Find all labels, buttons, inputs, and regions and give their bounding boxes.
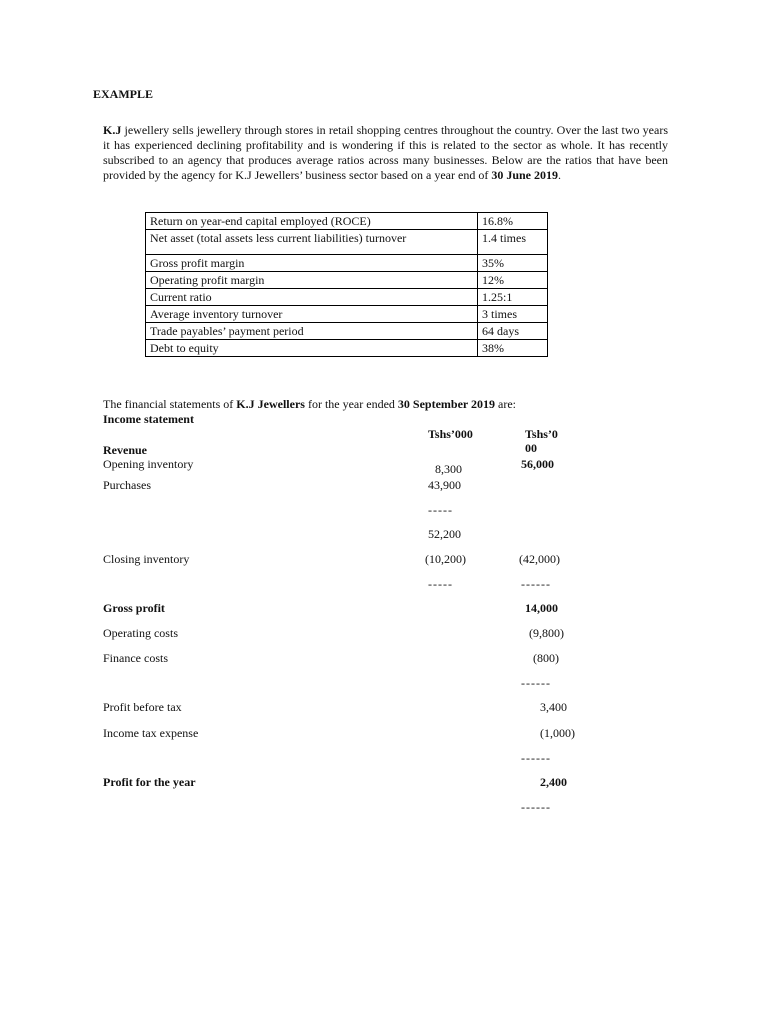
separator-line: ------ xyxy=(521,800,551,814)
profit-for-year-label: Profit for the year xyxy=(103,775,196,789)
statement-title: Income statement xyxy=(103,412,194,426)
income-tax-label: Income tax expense xyxy=(103,726,199,740)
statement-intro-text: for the year ended xyxy=(304,397,398,411)
ratio-value: 16.8% xyxy=(478,213,548,230)
finance-costs-label: Finance costs xyxy=(103,651,168,665)
ratio-row xyxy=(146,340,548,357)
statement-company: K.J Jewellers xyxy=(236,397,305,411)
separator-line: ------ xyxy=(521,577,551,591)
finance-costs-value: (800) xyxy=(533,651,559,665)
ratio-row xyxy=(146,272,548,289)
page-heading: EXAMPLE xyxy=(93,87,153,101)
closing-inventory-label: Closing inventory xyxy=(103,552,190,566)
gross-profit-label: Gross profit xyxy=(103,601,165,615)
operating-costs-label: Operating costs xyxy=(103,626,178,640)
gross-profit-value: 14,000 xyxy=(525,601,558,615)
ratio-label: Operating profit margin xyxy=(146,272,478,289)
ratio-label: Current ratio xyxy=(146,289,478,306)
ratio-label: Trade payables’ payment period xyxy=(146,323,478,340)
ratio-row xyxy=(146,230,548,255)
income-tax-value: (1,000) xyxy=(540,726,575,740)
intro-paragraph xyxy=(103,123,668,183)
ratio-row xyxy=(146,255,548,272)
purchases-value: 43,900 xyxy=(428,478,461,492)
operating-costs-value: (9,800) xyxy=(529,626,564,640)
separator-line: ----- xyxy=(428,503,453,517)
separator-line: ------ xyxy=(521,751,551,765)
ratio-value: 1.25:1 xyxy=(478,289,548,306)
ratio-value: 35% xyxy=(478,255,548,272)
statement-intro-text: are: xyxy=(495,397,516,411)
statement-intro xyxy=(103,397,516,412)
ratio-label: Net asset (total assets less current liabilities) turnover xyxy=(146,230,478,255)
closing-inventory-value-1: (10,200) xyxy=(425,552,466,566)
opening-inventory-value: 8,300 xyxy=(435,462,462,476)
profit-for-year-value: 2,400 xyxy=(540,775,567,789)
ratio-label: Debt to equity xyxy=(146,340,478,357)
intro-company: K.J xyxy=(103,123,122,137)
statement-intro-text: The financial statements of xyxy=(103,397,237,411)
ratio-value: 1.4 times xyxy=(478,230,548,255)
purchases-label: Purchases xyxy=(103,478,151,492)
separator-line: ------ xyxy=(521,676,551,690)
ratio-value: 12% xyxy=(478,272,548,289)
closing-inventory-value-2: (42,000) xyxy=(519,552,560,566)
ratio-row xyxy=(146,289,548,306)
ratio-row xyxy=(146,213,548,230)
column-header-2: Tshs’0 xyxy=(525,427,558,441)
ratio-value: 3 times xyxy=(478,306,548,323)
intro-date: 30 June 2019 xyxy=(491,168,559,182)
ratio-row xyxy=(146,323,548,340)
profit-before-tax-value: 3,400 xyxy=(540,700,567,714)
ratios-table xyxy=(145,212,548,357)
ratio-value: 38% xyxy=(478,340,548,357)
column-header-2-cont: 00 xyxy=(525,441,537,455)
statement-date: 30 September 2019 xyxy=(397,397,496,411)
ratio-row xyxy=(146,306,548,323)
column-header-1: Tshs’000 xyxy=(428,427,473,441)
intro-end: . xyxy=(558,168,562,182)
ratio-label: Gross profit margin xyxy=(146,255,478,272)
revenue-label: Revenue xyxy=(103,443,147,457)
separator-line: ----- xyxy=(428,577,453,591)
ratio-label: Average inventory turnover xyxy=(146,306,478,323)
ratio-label: Return on year-end capital employed (ROCE) xyxy=(146,213,478,230)
ratio-value: 64 days xyxy=(478,323,548,340)
opening-inventory-label: Opening inventory xyxy=(103,457,194,471)
profit-before-tax-label: Profit before tax xyxy=(103,700,182,714)
revenue-value: 56,000 xyxy=(521,457,554,471)
intro-text: jewellery sells jewellery through stores in retail shopping centres throughout the country. Over the last two years it has experienced declining profitability and is wondering if this is related to the sector as whole. It has recently subscribed to an agency that produces average ratios across many businesses. Below are the ratios that have been provided by the agency for K.J Jewellers’ business sector based on a year end of xyxy=(103,123,668,182)
subtotal-value: 52,200 xyxy=(428,527,461,541)
